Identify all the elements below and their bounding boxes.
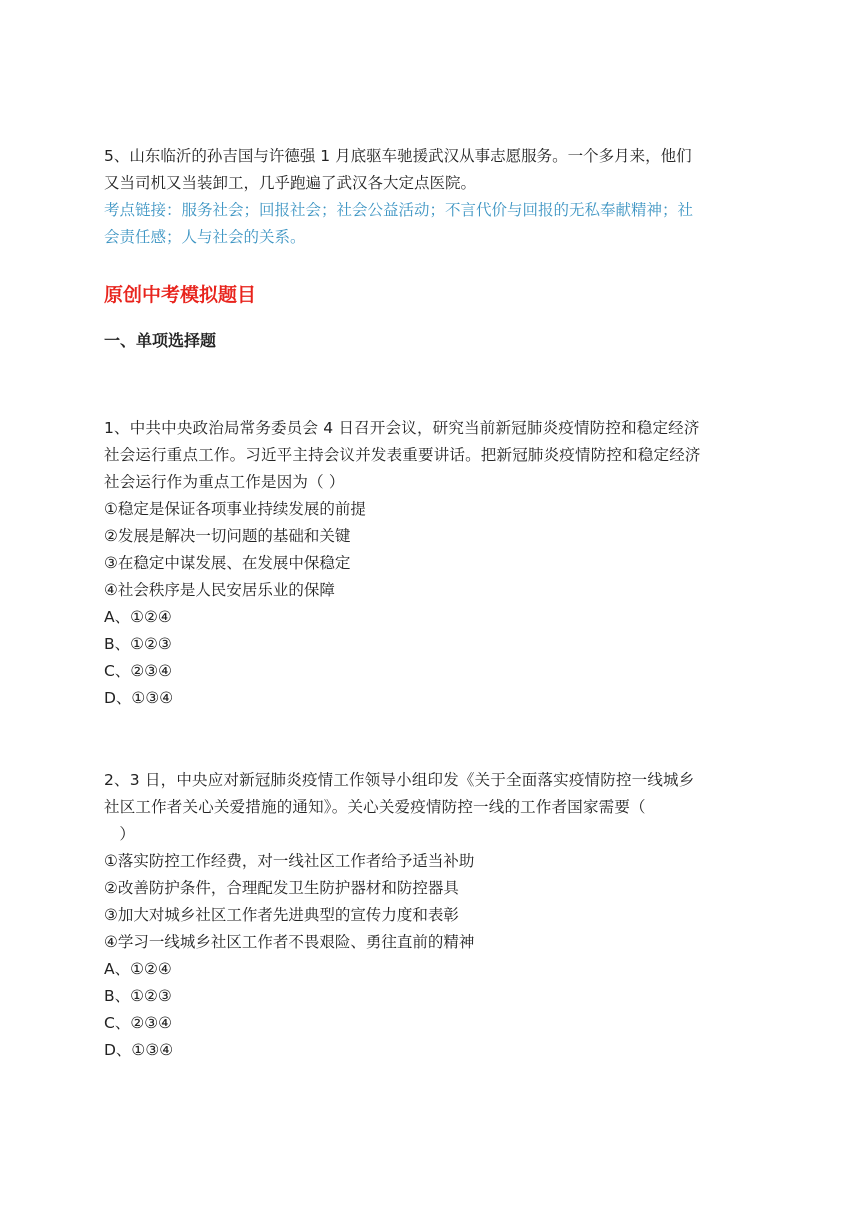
question-1-option-d: D、①③④ bbox=[104, 689, 174, 707]
question-1-statement: ④社会秩序是人民安居乐业的保障 bbox=[104, 581, 335, 599]
question-2-stem: 2、3 日，中央应对新冠肺炎疫情工作领导小组印发《关于全面落实疫情防控一线城乡 bbox=[104, 771, 695, 789]
news-item-5-line: 又当司机又当装卸工，几乎跑遍了武汉各大定点医院。 bbox=[104, 174, 477, 192]
question-2-stem: 社区工作者关心关爱措施的通知》。关心关爱疫情防控一线的工作者国家需要（ bbox=[104, 798, 646, 816]
question-2-statement: ②改善防护条件，合理配发卫生防护器材和防控器具 bbox=[104, 879, 459, 897]
question-2 bbox=[104, 767, 756, 1064]
question-1-statement: ③在稳定中谋发展、在发展中保稳定 bbox=[104, 554, 351, 572]
question-1-option-a: A、①②④ bbox=[104, 608, 172, 626]
sub-title: 一、单项选择题 bbox=[104, 331, 217, 350]
news-item-5-line: 5、山东临沂的孙吉国与许德强 1 月底驱车驰援武汉从事志愿服务。一个多月来，他们 bbox=[104, 147, 692, 165]
question-1-statement: ②发展是解决一切问题的基础和关键 bbox=[104, 527, 351, 545]
question-2-statement: ①落实防控工作经费，对一线社区工作者给予适当补助 bbox=[104, 852, 475, 870]
question-1 bbox=[104, 415, 756, 712]
question-1-stem: 1、中共中央政治局常务委员会 4 日召开会议，研究当前新冠肺炎疫情防控和稳定经济 bbox=[104, 419, 700, 437]
exam-point-link: 会责任感；人与社会的关系。 bbox=[104, 228, 306, 246]
question-2-option-c: C、②③④ bbox=[104, 1014, 173, 1032]
question-1-option-b: B、①②③ bbox=[104, 635, 172, 653]
news-item-5 bbox=[104, 143, 756, 251]
question-1-stem: 社会运行作为重点工作是因为（ ） bbox=[104, 473, 345, 491]
question-2-option-b: B、①②③ bbox=[104, 987, 172, 1005]
exam-point-link: 考点链接：服务社会；回报社会；社会公益活动；不言代价与回报的无私奉献精神；社 bbox=[104, 201, 694, 219]
question-2-stem: ） bbox=[104, 825, 136, 843]
section-title: 原创中考模拟题目 bbox=[104, 284, 257, 306]
question-2-option-d: D、①③④ bbox=[104, 1041, 174, 1059]
question-2-statement: ③加大对城乡社区工作者先进典型的宣传力度和表彰 bbox=[104, 906, 459, 924]
question-2-statement: ④学习一线城乡社区工作者不畏艰险、勇往直前的精神 bbox=[104, 933, 475, 951]
question-1-option-c: C、②③④ bbox=[104, 662, 173, 680]
question-1-stem: 社会运行重点工作。习近平主持会议并发表重要讲话。把新冠肺炎疫情防控和稳定经济 bbox=[104, 446, 701, 464]
question-1-statement: ①稳定是保证各项事业持续发展的前提 bbox=[104, 500, 366, 518]
question-2-option-a: A、①②④ bbox=[104, 960, 172, 978]
